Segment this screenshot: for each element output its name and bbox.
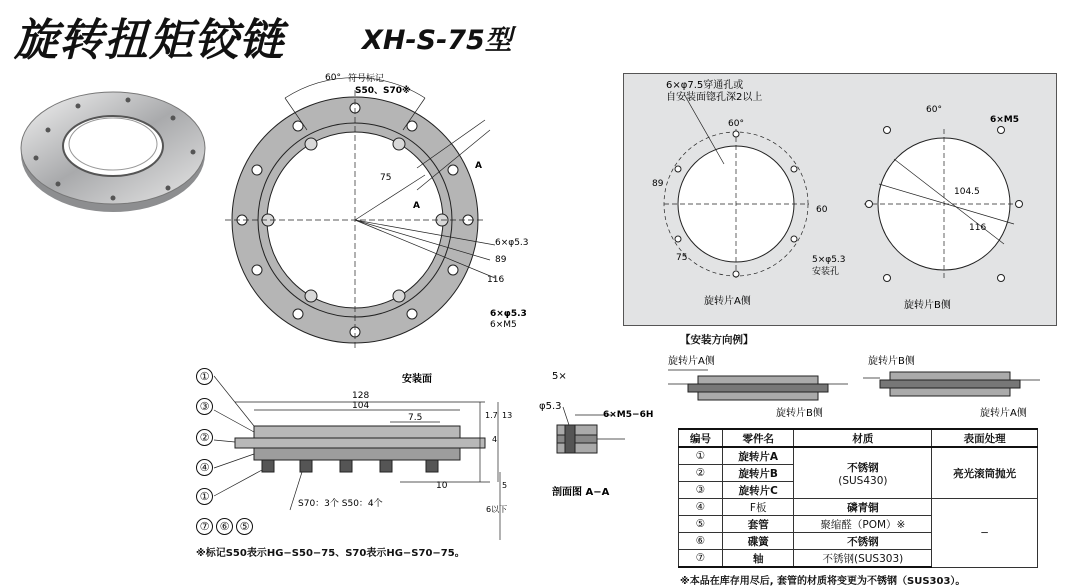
hole-note-2a: 6×φ5.3	[490, 309, 527, 319]
section-count: 5×	[552, 371, 567, 382]
a-angle: 60°	[728, 119, 744, 129]
b-thread: 6×M5	[990, 115, 1020, 125]
dim-4: 4	[492, 435, 498, 444]
part-callout-1a: ①	[196, 368, 213, 385]
a-caption: 旋转片A侧	[704, 296, 751, 307]
mount-face-label: 安装面	[402, 374, 432, 385]
row-name: 旋转片B	[723, 465, 794, 482]
hole-note-1: 6×φ5.3	[495, 238, 529, 248]
row-material: 聚缩醛（POM）※	[794, 516, 932, 533]
row-name: 旋转片C	[723, 482, 794, 499]
install-right-top: 旋转片B侧	[868, 356, 915, 367]
install-right-bottom: 旋转片A侧	[980, 408, 1027, 419]
dim-128: 128	[352, 391, 370, 401]
part-callout-4: ④	[196, 459, 213, 476]
dim-75: 75	[380, 173, 392, 183]
section-phi: φ5.3	[539, 401, 562, 412]
row-name: 套管	[723, 516, 794, 533]
a-hole-2: 安装孔	[812, 267, 840, 277]
section-mark-a2: A	[413, 201, 420, 211]
dim-13: 13	[502, 411, 513, 420]
side-views-drawing	[624, 74, 1056, 325]
install-drawing	[668, 348, 1058, 420]
part-callout-5: ⑤	[236, 518, 253, 535]
section-caption: 剖面图 A−A	[552, 487, 610, 498]
b-caption: 旋转片B侧	[904, 300, 951, 311]
row-no: ①	[679, 447, 723, 465]
header-name: 零件名	[723, 429, 794, 447]
header-no: 编号	[679, 429, 723, 447]
row-name: 旋转片A	[723, 447, 794, 465]
product-photo	[18, 80, 210, 220]
footnote-right: ※本品在库存用尽后, 套管的材质将变更为不锈钢（SUS303）。	[680, 576, 966, 587]
page-title: 旋转扭矩铰链	[14, 15, 284, 66]
part-callout-7: ⑦	[196, 518, 213, 535]
finish-none: −	[932, 499, 1038, 568]
a-note-line1: 6×φ7.5穿通孔或	[666, 80, 744, 91]
row-name: 碟簧	[723, 533, 794, 550]
row-name: F板	[723, 499, 794, 516]
dim-10: 10	[436, 481, 448, 491]
a-dim-75: 75	[676, 253, 688, 263]
row-no: ④	[679, 499, 723, 516]
part-callout-6: ⑥	[216, 518, 233, 535]
parts-table	[678, 428, 1038, 568]
install-left-bottom: 旋转片B侧	[776, 408, 823, 419]
row-no: ②	[679, 465, 723, 482]
footnote-left: ※标记S50表示HG−S50−75、S70表示HG−S70−75。	[196, 548, 465, 559]
row-no: ⑦	[679, 550, 723, 568]
part-callout-2: ②	[196, 429, 213, 446]
table-row	[679, 499, 1038, 516]
b-dim-104-5: 104.5	[954, 187, 980, 197]
top-view-drawing	[225, 60, 545, 360]
merged-material	[794, 447, 932, 499]
row-no: ⑥	[679, 533, 723, 550]
dim-7-5: 7.5	[408, 413, 423, 423]
row-material: 不锈钢(SUS303)	[794, 550, 932, 568]
row-name: 轴	[723, 550, 794, 568]
section-thread: 6×M5−6H	[603, 410, 654, 420]
mark-label: 符号标记	[348, 74, 385, 84]
row-material: 不锈钢	[794, 533, 932, 550]
row-material: 磷青铜	[794, 499, 932, 516]
a-dim-60: 60	[816, 205, 828, 215]
a-dim-89: 89	[652, 179, 664, 189]
merged-material-1: 不锈钢	[847, 461, 879, 474]
a-hole-1: 5×φ5.3	[812, 255, 846, 265]
part-callout-3: ③	[196, 398, 213, 415]
hole-note-2b: 6×M5	[490, 320, 517, 330]
mark-values: S50、S70※	[355, 86, 411, 96]
install-title: 【安装方向例】	[680, 334, 754, 346]
dim-116: 116	[487, 275, 505, 285]
table-row	[679, 447, 1038, 465]
row-no: ③	[679, 482, 723, 499]
row-no: ⑤	[679, 516, 723, 533]
b-dim-116: 116	[969, 223, 987, 233]
dim-1-7: 1.7	[485, 411, 498, 420]
table-header-row	[679, 429, 1038, 447]
dim-89: 89	[495, 255, 507, 265]
dim-5: 5	[502, 481, 508, 490]
install-left-top: 旋转片A侧	[668, 356, 715, 367]
legend-s70-s50: S70：3个 S50：4个	[298, 499, 383, 509]
finish-polish: 亮光滚筒抛光	[932, 447, 1038, 499]
a-note-line2: 自安装面锪孔深2以上	[666, 92, 763, 103]
angle-label: 60°	[325, 73, 341, 83]
header-finish: 表面处理	[932, 429, 1038, 447]
dim-104: 104	[352, 401, 370, 411]
part-callout-1b: ①	[196, 488, 213, 505]
section-view-drawing	[535, 365, 660, 500]
dim-6min: 6以下	[486, 505, 508, 514]
section-mark-a1: A	[475, 161, 482, 171]
merged-material-2: (SUS430)	[838, 474, 888, 487]
model-label: XH-S-75型	[362, 25, 512, 56]
header-material: 材质	[794, 429, 932, 447]
b-angle: 60°	[926, 105, 942, 115]
